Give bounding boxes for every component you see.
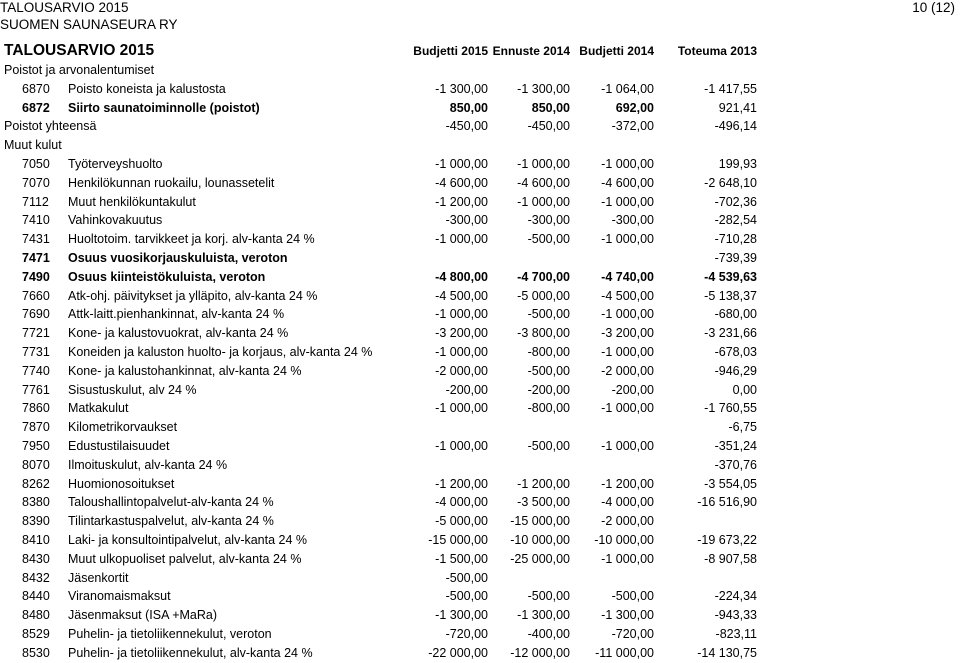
table-row: [0, 155, 960, 174]
budjetti-2015-value: -5 000,00: [435, 514, 488, 529]
budjetti-2014-value: -1 200,00: [601, 476, 654, 491]
account-code: 7860: [22, 401, 50, 416]
section-heading-row: [0, 61, 960, 80]
account-name: Koneiden ja kaluston huolto- ja korjaus, alv-kanta 24 %: [68, 344, 373, 359]
ennuste-2014-value: -12 000,00: [510, 645, 570, 660]
budjetti-2014-value: -2 000,00: [601, 363, 654, 378]
toteuma-2013-value: 0,00: [732, 382, 757, 397]
budjetti-2014-value: -1 064,00: [601, 81, 654, 96]
table-row: [0, 644, 960, 663]
account-name: Jäsenkortit: [68, 570, 129, 585]
account-code: 7050: [22, 156, 50, 171]
budjetti-2015-value: -1 200,00: [435, 194, 488, 209]
ennuste-2014-value: -1 000,00: [517, 156, 570, 171]
account-code: 7471: [22, 250, 50, 265]
budjetti-2014-value: -2 000,00: [601, 514, 654, 529]
table-row: [0, 437, 960, 456]
account-name: Kilometrikorvaukset: [68, 420, 178, 435]
budjetti-2015-value: -1 000,00: [435, 307, 488, 322]
account-code: 6872: [22, 100, 50, 115]
table-row: [0, 550, 960, 569]
account-name: Osuus kiinteistökuluista, veroton: [68, 269, 266, 284]
total-row: [0, 117, 960, 136]
table-row: [0, 343, 960, 362]
ennuste-2014-value: -25 000,00: [510, 551, 570, 566]
column-header-row: [0, 41, 960, 61]
total-label: Poistot yhteensä: [4, 119, 97, 134]
table-row: [0, 625, 960, 644]
budjetti-2014-value: -1 000,00: [601, 438, 654, 453]
account-name: Vahinkovakuutus: [68, 213, 163, 228]
table-row: [0, 268, 960, 287]
table-row: [0, 174, 960, 193]
account-code: 8380: [22, 495, 50, 510]
ennuste-2014-value: -200,00: [527, 382, 570, 397]
account-code: 7761: [22, 382, 50, 397]
toteuma-2013-value: 921,41: [718, 100, 757, 115]
budjetti-2014-value: -1 000,00: [601, 551, 654, 566]
account-code: 8262: [22, 476, 50, 491]
ennuste-2014-value: -300,00: [527, 213, 570, 228]
table-row: [0, 399, 960, 418]
toteuma-2013-value: -823,11: [715, 626, 757, 641]
table-row: [0, 569, 960, 588]
budjetti-2015-value: -1 000,00: [435, 438, 488, 453]
table-row: [0, 381, 960, 400]
toteuma-2013-value: -8 907,58: [704, 551, 757, 566]
column-header-budjetti-2014: Budjetti 2014: [579, 44, 654, 58]
ennuste-2014-value: -10 000,00: [510, 532, 570, 547]
account-name: Muut ulkopuoliset palvelut, alv-kanta 24 %: [68, 551, 302, 566]
section-heading-row: [0, 136, 960, 155]
table-row: [0, 211, 960, 230]
running-header-title: TALOUSARVIO 2015: [0, 0, 129, 15]
account-name: Muut henkilökuntakulut: [68, 194, 196, 209]
table-row: [0, 512, 960, 531]
toteuma-2013-value: -4 539,63: [704, 269, 757, 284]
account-name: Huomionosoitukset: [68, 476, 175, 491]
account-name: Tilintarkastuspalvelut, alv-kanta 24 %: [68, 514, 274, 529]
account-code: 7112: [22, 194, 49, 209]
account-name: Taloushallintopalvelut-alv-kanta 24 %: [68, 495, 274, 510]
account-code: 8530: [22, 645, 50, 660]
account-code: 8480: [22, 608, 50, 623]
budjetti-2015-value: -720,00: [445, 626, 488, 641]
budjetti-2014-value: -4 600,00: [601, 175, 654, 190]
account-code: 8070: [22, 457, 50, 472]
budjetti-2015-total: -450,00: [445, 119, 488, 134]
account-name: Työterveyshuolto: [68, 156, 163, 171]
toteuma-2013-value: -943,33: [714, 608, 757, 623]
table-title: TALOUSARVIO 2015: [4, 42, 155, 59]
account-name: Matkakulut: [68, 401, 129, 416]
budjetti-2014-value: -4 500,00: [601, 288, 654, 303]
account-code: 8430: [22, 551, 50, 566]
ennuste-2014-value: -1 000,00: [517, 194, 570, 209]
table-row: [0, 99, 960, 118]
toteuma-2013-value: -2 648,10: [704, 175, 757, 190]
budjetti-2014-value: -11 000,00: [595, 645, 654, 660]
ennuste-2014-value: -1 300,00: [517, 608, 570, 623]
ennuste-2014-value: -5 000,00: [517, 288, 570, 303]
toteuma-2013-value: -739,39: [714, 250, 757, 265]
budjetti-2014-value: -1 000,00: [601, 344, 654, 359]
budjetti-2015-value: -1 000,00: [435, 344, 488, 359]
table-row: [0, 287, 960, 306]
account-name: Edustustilaisuudet: [68, 438, 170, 453]
column-header-budjetti-2015: Budjetti 2015: [413, 44, 488, 58]
account-name: Kone- ja kalustovuokrat, alv-kanta 24 %: [68, 326, 289, 341]
toteuma-2013-value: -5 138,37: [704, 288, 757, 303]
budjetti-2014-value: -1 000,00: [601, 156, 654, 171]
ennuste-2014-value: -500,00: [527, 589, 570, 604]
toteuma-2013-value: -1 760,55: [704, 401, 757, 416]
budjetti-2015-value: -22 000,00: [428, 645, 488, 660]
account-code: 7950: [22, 438, 50, 453]
account-code: 7870: [22, 420, 50, 435]
ennuste-2014-value: -500,00: [527, 363, 570, 378]
account-code: 7721: [22, 326, 50, 341]
budjetti-2015-value: -15 000,00: [428, 532, 488, 547]
budget-table: [0, 61, 960, 663]
account-code: 8529: [22, 626, 50, 641]
toteuma-2013-value: -1 417,55: [704, 81, 757, 96]
budjetti-2014-value: -10 000,00: [594, 532, 654, 547]
budjetti-2015-value: -1 500,00: [435, 551, 488, 566]
account-name: Puhelin- ja tietoliikennekulut, veroton: [68, 626, 272, 641]
table-row: [0, 418, 960, 437]
budjetti-2014-value: -300,00: [611, 213, 654, 228]
toteuma-2013-value: -946,29: [714, 363, 757, 378]
budjetti-2014-value: -720,00: [611, 626, 654, 641]
toteuma-2013-value: -702,36: [714, 194, 757, 209]
account-code: 7410: [22, 213, 50, 228]
toteuma-2013-total: -496,14: [714, 119, 757, 134]
budjetti-2014-value: -4 000,00: [601, 495, 654, 510]
table-row: [0, 249, 960, 268]
account-code: 6870: [22, 81, 50, 96]
budjetti-2015-value: -500,00: [445, 589, 488, 604]
account-code: 7731: [22, 344, 50, 359]
table-row: [0, 80, 960, 99]
budjetti-2015-value: -500,00: [445, 570, 488, 585]
account-code: 7490: [22, 269, 50, 284]
running-header-organization: SUOMEN SAUNASEURA RY: [0, 17, 178, 32]
account-code: 7431: [22, 232, 50, 247]
table-row: [0, 531, 960, 550]
column-header-ennuste-2014: Ennuste 2014: [492, 44, 570, 58]
budjetti-2015-value: -1 300,00: [435, 608, 488, 623]
page-number: 10 (12): [912, 0, 955, 15]
toteuma-2013-value: -6,75: [728, 420, 757, 435]
toteuma-2013-value: -3 231,66: [704, 326, 757, 341]
budjetti-2015-value: -1 300,00: [435, 81, 488, 96]
table-row: [0, 362, 960, 381]
table-row: [0, 606, 960, 625]
account-code: 8432: [22, 570, 50, 585]
ennuste-2014-value: -1 300,00: [517, 81, 570, 96]
budjetti-2015-value: -1 000,00: [435, 156, 488, 171]
budjetti-2014-value: -1 000,00: [601, 194, 654, 209]
budjetti-2014-value: -4 740,00: [601, 269, 654, 284]
toteuma-2013-value: -282,54: [714, 213, 757, 228]
budjetti-2015-value: -4 800,00: [435, 269, 488, 284]
account-name: Viranomaismaksut: [68, 589, 171, 604]
ennuste-2014-value: -400,00: [527, 626, 570, 641]
table-row: [0, 324, 960, 343]
budjetti-2014-value: 692,00: [615, 100, 654, 115]
section-heading: Muut kulut: [4, 138, 62, 153]
account-name: Atk-ohj. päivitykset ja ylläpito, alv-kanta 24 %: [68, 288, 318, 303]
account-name: Laki- ja konsultointipalvelut, alv-kanta 24 %: [68, 532, 308, 547]
budjetti-2015-value: 850,00: [449, 100, 488, 115]
budjetti-2014-value: -1 000,00: [601, 401, 654, 416]
account-name: Sisustuskulut, alv 24 %: [68, 382, 197, 397]
toteuma-2013-value: -351,24: [714, 438, 757, 453]
toteuma-2013-value: -3 554,05: [704, 476, 757, 491]
budjetti-2015-value: -300,00: [445, 213, 488, 228]
table-row: [0, 587, 960, 606]
toteuma-2013-value: -16 516,90: [697, 495, 757, 510]
budjetti-2015-value: -4 500,00: [435, 288, 488, 303]
ennuste-2014-value: -800,00: [527, 401, 570, 416]
section-heading: Poistot ja arvonalentumiset: [4, 63, 155, 77]
budjetti-2014-value: -3 200,00: [601, 326, 654, 341]
ennuste-2014-value: -500,00: [527, 232, 570, 247]
toteuma-2013-value: -14 130,75: [697, 645, 757, 660]
account-name: Huoltotoim. tarvikkeet ja korj. alv-kanta 24 %: [68, 232, 315, 247]
table-row: [0, 475, 960, 494]
toteuma-2013-value: -680,00: [714, 307, 757, 322]
budjetti-2015-value: -1 000,00: [435, 401, 488, 416]
budjetti-2014-value: -1 300,00: [601, 608, 654, 623]
account-name: Henkilökunnan ruokailu, lounassetelit: [68, 175, 275, 190]
account-code: 8440: [22, 589, 50, 604]
budjetti-2015-value: -4 600,00: [435, 175, 488, 190]
ennuste-2014-value: -500,00: [527, 438, 570, 453]
toteuma-2013-value: -710,28: [714, 232, 757, 247]
budjetti-2015-value: -3 200,00: [435, 326, 488, 341]
budjetti-2015-value: -1 000,00: [435, 232, 488, 247]
budjetti-2015-value: -4 000,00: [435, 495, 488, 510]
account-name: Puhelin- ja tietoliikennekulut, alv-kanta 24 %: [68, 645, 313, 660]
ennuste-2014-value: -1 200,00: [517, 476, 570, 491]
account-code: 7690: [22, 307, 50, 322]
account-name: Kone- ja kalustohankinnat, alv-kanta 24 %: [68, 363, 302, 378]
ennuste-2014-value: -3 500,00: [517, 495, 570, 510]
budjetti-2014-value: -1 000,00: [601, 232, 654, 247]
account-name: Jäsenmaksut (ISA +MaRa): [68, 608, 218, 623]
toteuma-2013-value: -224,34: [714, 589, 757, 604]
account-code: 7740: [22, 363, 50, 378]
ennuste-2014-value: -3 800,00: [517, 326, 570, 341]
ennuste-2014-value: -500,00: [527, 307, 570, 322]
account-code: 8390: [22, 514, 50, 529]
account-name: Attk-laitt.pienhankinnat, alv-kanta 24 %: [68, 307, 285, 322]
ennuste-2014-total: -450,00: [527, 119, 570, 134]
ennuste-2014-value: -800,00: [527, 344, 570, 359]
table-row: [0, 230, 960, 249]
table-row: [0, 193, 960, 212]
budjetti-2014-value: -1 000,00: [601, 307, 654, 322]
ennuste-2014-value: 850,00: [531, 100, 570, 115]
budjetti-2014-value: -200,00: [611, 382, 654, 397]
ennuste-2014-value: -15 000,00: [510, 514, 570, 529]
toteuma-2013-value: 199,93: [718, 156, 757, 171]
toteuma-2013-value: -19 673,22: [697, 532, 757, 547]
toteuma-2013-value: -370,76: [714, 457, 757, 472]
column-header-toteuma-2013: Toteuma 2013: [677, 44, 757, 58]
table-row: [0, 456, 960, 475]
budjetti-2014-value: -500,00: [611, 589, 654, 604]
account-name: Siirto saunatoiminnolle (poistot): [68, 100, 260, 115]
account-name: Osuus vuosikorjauskuluista, veroton: [68, 250, 288, 265]
budjetti-2014-total: -372,00: [611, 119, 654, 134]
account-code: 8410: [22, 532, 50, 547]
ennuste-2014-value: -4 700,00: [517, 269, 570, 284]
account-code: 7070: [22, 175, 50, 190]
budjetti-2015-value: -2 000,00: [435, 363, 488, 378]
toteuma-2013-value: -678,03: [714, 344, 757, 359]
ennuste-2014-value: -4 600,00: [517, 175, 570, 190]
account-code: 7660: [22, 288, 50, 303]
budjetti-2015-value: -1 200,00: [435, 476, 488, 491]
account-name: Poisto koneista ja kalustosta: [68, 81, 226, 96]
table-row: [0, 493, 960, 512]
account-name: Ilmoituskulut, alv-kanta 24 %: [68, 457, 228, 472]
budjetti-2015-value: -200,00: [445, 382, 488, 397]
table-row: [0, 305, 960, 324]
